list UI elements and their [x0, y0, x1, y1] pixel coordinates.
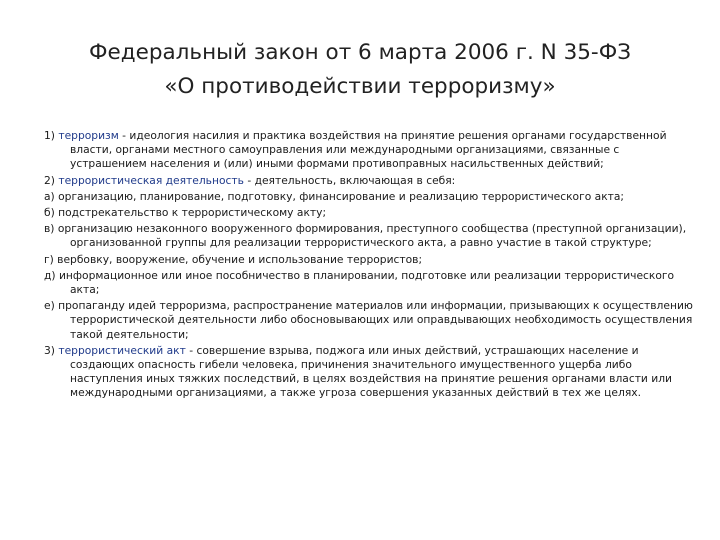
definition-item-terrorist-act: [44, 344, 694, 401]
subitem-g: г) вербовку, вооружение, обучение и использование террористов;: [44, 252, 423, 266]
page-title: [0, 36, 720, 104]
subitem-a: а) организацию, планирование, подготовку, финансирование и реализацию террористического акта;: [44, 189, 625, 203]
definition-text: - идеология насилия и практика воздействия на принятие решения органами государственной власти, органами местного самоуправления или международными организациями, связанные с устрашением населения и (или) иными формами противоправных насильственных действий;: [70, 129, 667, 171]
definition-item-terrorism: [44, 129, 694, 172]
definition-text: - совершение взрыва, поджога или иных действий, устрашающих население и создающих опасность гибели человека, причинения значительного имущественного ущерба либо наступления иных тяжких последствий, в целях воздействия на принятие решения органами власти или международными организациями, а также угроза совершения указанных действий в тех же целях.: [70, 343, 672, 400]
definition-text: - деятельность, включающая в себя:: [243, 173, 456, 187]
definitions-list: [44, 129, 694, 403]
title-line-2: «О противодействии терроризму»: [164, 74, 556, 99]
term-terrorist-act: террористический акт: [58, 343, 186, 357]
definition-item-terrorist-activity: [44, 174, 694, 188]
item-prefix: 2): [44, 173, 59, 187]
subitem-d: д) информационное или иное пособничество в планировании, подготовке или реализации террористического акта;: [44, 268, 675, 297]
subitem-b: б) подстрекательство к террористическому акту;: [44, 206, 327, 220]
item-prefix: 3): [44, 343, 59, 357]
subitem-v: в) организацию незаконного вооруженного формирования, преступного сообщества (преступной организации), организованной группы для реализации террористического акта, а равно участие в такой структуре;: [44, 222, 687, 250]
term-terrorist-activity: террористическая деятельность: [58, 173, 244, 187]
term-terrorism: терроризм: [58, 129, 119, 142]
item-prefix: 1): [44, 129, 59, 142]
subitem-e: е) пропаганду идей терроризма, распространение материалов или информации, призывающих к осуществлению террористической деятельности либо обосновывающих или оправдывающих необходимость осуществления такой деятельности;: [44, 299, 693, 341]
title-line-1: Федеральный закон от 6 марта 2006 г. N 35-ФЗ: [89, 40, 631, 65]
